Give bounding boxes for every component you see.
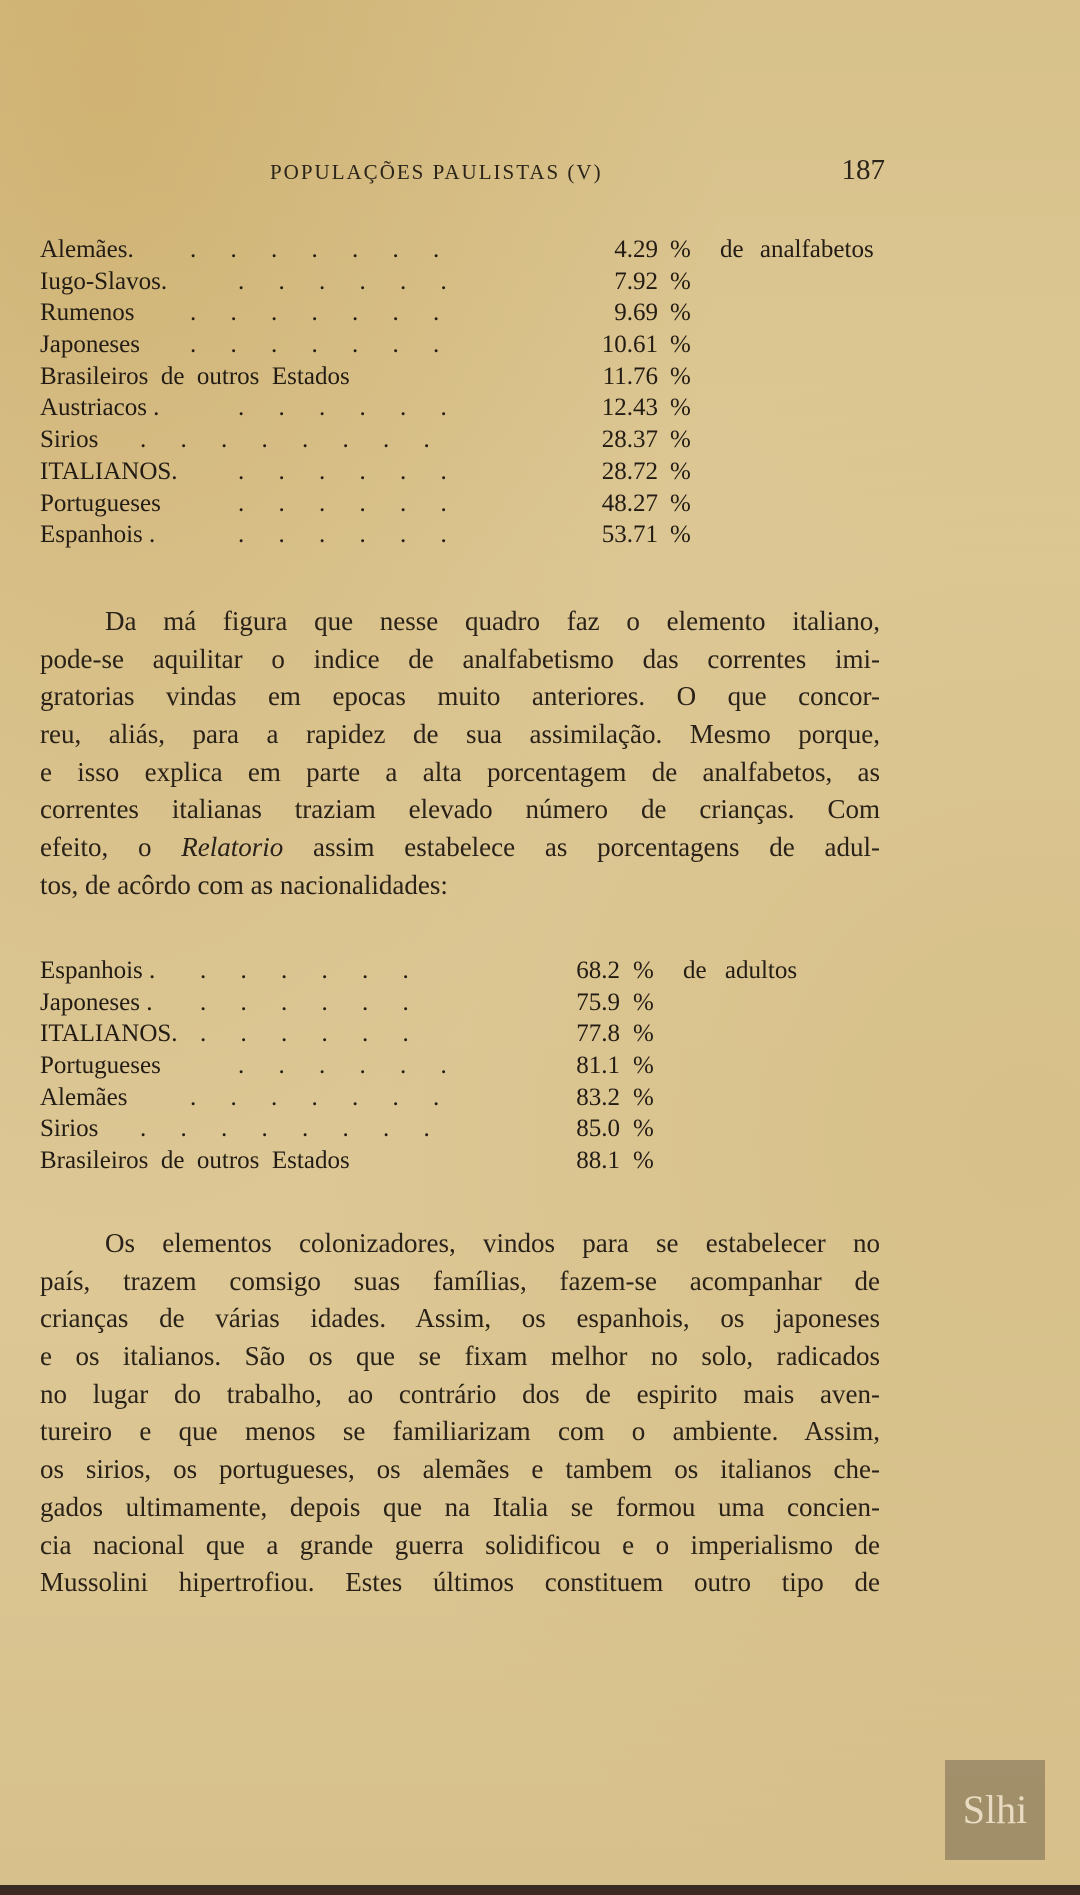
text-line: Os elementos colonizadores, vindos para se estabelecer no	[105, 1228, 880, 1258]
running-title: POPULAÇÕES PAULISTAS (V)	[270, 160, 603, 184]
library-logo-watermark: Slhi	[945, 1760, 1045, 1860]
percent-sign: %	[670, 521, 691, 549]
percent-sign: %	[670, 236, 691, 263]
table-row	[40, 488, 900, 520]
percent-sign: %	[633, 1020, 654, 1048]
table-row	[40, 1082, 900, 1114]
percentage-value: 81.1	[576, 1052, 620, 1080]
leader-dots: . . . . . . . .	[140, 426, 444, 454]
table-row	[40, 456, 900, 488]
table-row	[40, 329, 900, 361]
nationality-label: Japoneses	[40, 331, 140, 359]
leader-dots: . . . . . . .	[190, 299, 454, 327]
percentage-value: 75.9	[576, 988, 620, 1016]
percentage-value: 53.71	[601, 521, 658, 549]
table-row	[40, 955, 900, 987]
nationality-label: Espanhois .	[40, 957, 156, 984]
text-line: tureiro e que menos se familiarizam com o ambiente. Assim,	[40, 1416, 880, 1447]
nationality-label: Japoneses .	[40, 988, 153, 1016]
percent-sign: %	[670, 267, 691, 295]
table-row	[40, 1050, 900, 1082]
percent-sign: %	[633, 1083, 654, 1111]
percentage-value: 9.69	[614, 299, 658, 327]
table-row	[40, 987, 900, 1019]
percent-sign: %	[670, 426, 691, 454]
page-bottom-edge	[0, 1885, 1080, 1895]
table-row	[40, 361, 900, 393]
text-line: tos, de acôrdo com as nacionalidades:	[40, 869, 448, 900]
percent-sign: %	[670, 457, 691, 485]
table-row	[40, 1113, 900, 1145]
percent-sign: %	[633, 988, 654, 1016]
leader-dots: . . . . . .	[200, 1020, 423, 1048]
paragraph-italian-element	[40, 603, 880, 905]
percent-sign: %	[670, 331, 691, 359]
text-line: gratorias vindas em epocas muito anteriores. O que concor-	[40, 681, 880, 712]
table-suffix: de analfabetos	[720, 236, 874, 263]
nationality-label: Iugo-Slavos.	[40, 267, 168, 295]
leader-dots: . . . . . . .	[190, 236, 454, 263]
text-line: gados ultimamente, depois que na Italia se formou uma concien-	[40, 1491, 880, 1522]
table-row	[40, 424, 900, 456]
percent-sign: %	[633, 1052, 654, 1080]
text-line: crianças de várias idades. Assim, os espanhois, os japoneses	[40, 1303, 880, 1334]
table-row	[40, 1145, 900, 1177]
nationality-label: Alemães	[40, 1083, 128, 1111]
nationality-label: Rumenos	[40, 299, 135, 327]
text-line: no lugar do trabalho, ao contrário dos de espirito mais aven-	[40, 1378, 880, 1409]
table-row	[40, 519, 900, 551]
page-number: 187	[841, 154, 885, 186]
leader-dots: . . . . . . . .	[140, 1115, 444, 1143]
percentage-value: 10.61	[601, 331, 658, 359]
percent-sign: %	[633, 957, 654, 984]
table-row	[40, 1018, 900, 1050]
percentage-value: 4.29	[614, 236, 658, 263]
text-line: Da má figura que nesse quadro faz o elemento italiano,	[105, 606, 880, 636]
text-fragment: assim estabelece as porcentagens de adul-	[312, 832, 881, 863]
nationality-label: Brasileiros de outros Estados	[40, 1147, 350, 1175]
leader-dots: . . . . . .	[200, 957, 423, 984]
percent-sign: %	[670, 394, 691, 422]
leader-dots: . . . . . .	[200, 988, 423, 1016]
percent-sign: %	[633, 1115, 654, 1143]
text-line: pode-se aquilitar o indice de analfabetismo das correntes imi-	[40, 643, 880, 674]
leader-dots: . . . . . .	[238, 267, 461, 295]
table-row	[40, 392, 900, 424]
percentage-value: 68.2	[576, 957, 620, 984]
nationality-label: Alemães.	[40, 236, 134, 263]
leader-dots: . . . . . .	[238, 457, 461, 485]
leader-dots: . . . . . . .	[190, 1083, 454, 1111]
table-row	[40, 234, 900, 266]
text-line: correntes italianas traziam elevado número de crianças. Com	[40, 794, 880, 825]
percent-sign: %	[670, 299, 691, 327]
text-line: cia nacional que a grande guerra solidificou e o imperialismo de	[40, 1529, 880, 1560]
relatorio-title: Relatorio	[181, 832, 284, 863]
nationality-label: Sirios	[40, 1115, 99, 1143]
text-line: país, trazem comsigo suas famílias, fazem-se acompanhar de	[40, 1265, 880, 1296]
text-line: reu, aliás, para a rapidez de sua assimilação. Mesmo porque,	[40, 719, 880, 750]
illiteracy-table	[40, 234, 900, 551]
nationality-label: Sirios	[40, 426, 99, 454]
percent-sign: %	[670, 362, 691, 390]
adults-table	[40, 955, 900, 1177]
percent-sign: %	[670, 489, 691, 517]
text-line: Mussolini hipertrofiou. Estes últimos constituem outro tipo de	[40, 1567, 880, 1598]
percentage-value: 88.1	[576, 1147, 620, 1175]
page-header	[270, 154, 885, 198]
percentage-value: 28.72	[601, 457, 658, 485]
nationality-label: Austriacos .	[40, 394, 160, 422]
percentage-value: 48.27	[601, 489, 658, 517]
text-line: e isso explica em parte a alta porcentagem de analfabetos, as	[40, 756, 880, 787]
leader-dots: . . . . . . .	[190, 331, 454, 359]
percentage-value: 83.2	[576, 1083, 620, 1111]
leader-dots: . . . . . .	[238, 1052, 461, 1080]
paragraph-colonizing-elements	[40, 1225, 880, 1602]
text-line: os sirios, os portugueses, os alemães e tambem os italianos che-	[40, 1454, 880, 1485]
percentage-value: 77.8	[576, 1020, 620, 1048]
percent-sign: %	[633, 1147, 654, 1175]
nationality-label: Brasileiros de outros Estados	[40, 362, 350, 390]
percentage-value: 7.92	[614, 267, 658, 295]
nationality-label: Portugueses	[40, 1052, 161, 1080]
table-row	[40, 297, 900, 329]
nationality-label: ITALIANOS.	[40, 457, 178, 485]
percentage-value: 11.76	[602, 362, 658, 390]
leader-dots: . . . . . .	[238, 394, 461, 422]
leader-dots: . . . . . .	[238, 521, 461, 549]
nationality-label: Espanhois .	[40, 521, 156, 549]
nationality-label: ITALIANOS.	[40, 1020, 178, 1048]
text-line	[40, 829, 880, 867]
percentage-value: 85.0	[576, 1115, 620, 1143]
percentage-value: 12.43	[601, 394, 658, 422]
nationality-label: Portugueses	[40, 489, 161, 517]
text-fragment: efeito, o	[40, 832, 152, 863]
text-line: e os italianos. São os que se fixam melhor no solo, radicados	[40, 1341, 880, 1372]
table-suffix: de adultos	[683, 957, 798, 984]
percentage-value: 28.37	[601, 426, 658, 454]
leader-dots: . . . . . .	[238, 489, 461, 517]
table-row	[40, 266, 900, 298]
